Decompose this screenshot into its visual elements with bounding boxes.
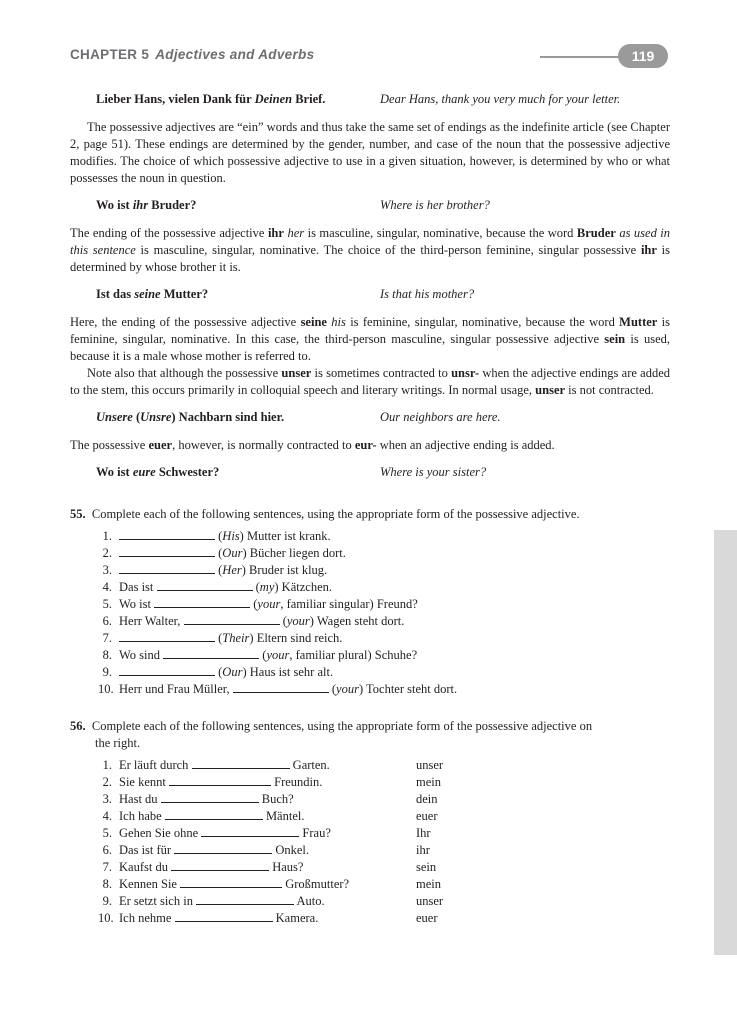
text: sein: [604, 332, 626, 346]
list-item: [98, 613, 670, 630]
item-text: Wo ist (your, familiar singular) Freund?: [119, 597, 418, 611]
paragraph-1: The possessive adjectives are “ein” words and thus take the same set of endings as the indefinite article (see Chapter 2, page 51). These endings are determined by the gender, number, and case of the noun that the possessive adjective modifies. The choice of which possessive adjective to use in a given situation, however, is determined by who or what possesses the noun in question.: [70, 120, 670, 185]
list-item: [98, 647, 670, 664]
item-option: sein: [416, 860, 437, 874]
text: ihr: [132, 198, 149, 212]
paragraph-2: [70, 225, 670, 276]
item-suffix: Buch?: [258, 792, 294, 806]
list-item: [98, 808, 670, 825]
item-text: [119, 859, 303, 876]
item-suffix: Schuhe?: [371, 648, 418, 662]
answer-blank[interactable]: [196, 894, 294, 905]
item-hint: Their: [222, 631, 250, 645]
item-number: 4.: [102, 809, 112, 823]
item-suffix: Tochter steht dort.: [363, 682, 458, 696]
text: Lieber Hans, vielen Dank für: [96, 92, 255, 106]
item-prefix: Herr und Frau Müller,: [119, 682, 233, 696]
header-rule: [540, 56, 630, 58]
example-german: [96, 92, 325, 107]
item-text: [119, 842, 309, 859]
item-prefix: Er setzt sich in: [119, 894, 197, 908]
text: ihr: [640, 243, 657, 257]
example-english: Is that his mother?: [380, 287, 475, 301]
item-hint: my: [259, 580, 275, 594]
item-option: unser: [416, 894, 444, 908]
item-hint-rest: , familiar singular: [280, 597, 370, 611]
example-german: [96, 198, 196, 213]
example-english: Our neighbors are here.: [380, 410, 501, 424]
item-hint: your: [266, 648, 290, 662]
item-prefix: Kaufst du: [119, 860, 172, 874]
item-text: [119, 825, 331, 842]
item-prefix: Herr Walter,: [119, 614, 184, 628]
item-suffix: Haus?: [269, 860, 304, 874]
answer-blank[interactable]: [180, 877, 282, 888]
list-item: [98, 596, 670, 613]
list-item: [98, 825, 670, 842]
answer-blank[interactable]: [163, 648, 259, 659]
text: Wo ist: [96, 465, 133, 479]
list-item: [98, 562, 670, 579]
text: Schwester?: [155, 465, 220, 479]
item-text: (Our) Haus ist sehr alt.: [119, 664, 333, 681]
item-number: 10.: [98, 682, 114, 696]
list-item: [98, 664, 670, 681]
exercise-instruction: Complete each of the following sentences, using the appropriate form of the possessive adjective on: [91, 719, 593, 733]
item-option: mein: [416, 775, 441, 789]
text: (: [132, 410, 141, 424]
item-text: [119, 808, 304, 825]
answer-blank[interactable]: [119, 631, 215, 642]
item-hint: your: [286, 614, 310, 628]
running-header: [70, 47, 314, 62]
answer-blank[interactable]: [119, 529, 215, 540]
answer-blank[interactable]: [119, 546, 215, 557]
paragraph-3: [70, 314, 670, 365]
list-item: [98, 757, 670, 774]
text: Brief.: [292, 92, 326, 106]
item-suffix: Mäntel.: [262, 809, 305, 823]
item-suffix: Eltern sind reich.: [253, 631, 343, 645]
item-number: 2.: [102, 775, 112, 789]
item-number: 4.: [102, 580, 112, 594]
item-hint: your: [336, 682, 359, 696]
item-number: 1.: [102, 529, 112, 543]
example-3: [96, 287, 670, 304]
text: his: [331, 315, 346, 329]
side-thumb-tab: [714, 530, 737, 955]
example-4: [96, 410, 670, 427]
example-1: [96, 92, 670, 109]
item-number: 7.: [102, 631, 112, 645]
example-english: Where is your sister?: [380, 465, 487, 479]
paragraph-5: [70, 437, 670, 454]
exercise-56-heading: [70, 718, 670, 752]
item-hint: Our: [222, 665, 243, 679]
exercise-55-heading: [70, 506, 670, 523]
item-suffix: Wagen steht dort.: [313, 614, 405, 628]
item-number: 5.: [102, 597, 112, 611]
answer-blank[interactable]: [174, 843, 272, 854]
item-number: 9.: [102, 665, 112, 679]
answer-blank[interactable]: [175, 911, 273, 922]
item-prefix: Das ist für: [119, 843, 175, 857]
list-item: [98, 681, 670, 698]
item-option: mein: [416, 877, 441, 891]
item-prefix: Er läuft durch: [119, 758, 192, 772]
example-german: [96, 287, 208, 302]
answer-blank[interactable]: [161, 792, 259, 803]
item-prefix: Ich nehme: [119, 911, 175, 925]
item-suffix: Garten.: [289, 758, 330, 772]
exercise-55-list: [98, 528, 670, 698]
item-text: [119, 910, 318, 927]
item-prefix: Kennen Sie: [119, 877, 181, 891]
item-suffix: Kamera.: [272, 911, 319, 925]
page-number: 119: [618, 44, 668, 68]
item-prefix: Wo ist: [119, 597, 155, 611]
paragraph-4: [70, 365, 670, 399]
item-suffix: Onkel.: [272, 843, 310, 857]
item-suffix: Mutter ist krank.: [243, 529, 331, 543]
text: eur-: [354, 438, 377, 452]
exercise-number: 55.: [70, 507, 86, 521]
text: euer: [148, 438, 173, 452]
item-prefix: Das ist: [119, 580, 157, 594]
example-5: [96, 465, 670, 482]
text: Wo ist: [96, 198, 133, 212]
item-hint: Our: [222, 546, 243, 560]
list-item: [98, 876, 670, 893]
list-item: [98, 791, 670, 808]
text: seine: [300, 315, 327, 329]
item-option: Ihr: [416, 826, 431, 840]
item-option: euer: [416, 911, 438, 925]
text: her: [287, 226, 305, 240]
text: unsr-: [451, 366, 480, 380]
text: Here, the ending of the possessive adjective: [70, 315, 301, 329]
item-prefix: Ich habe: [119, 809, 165, 823]
answer-blank[interactable]: [233, 682, 329, 693]
text: unser: [535, 383, 566, 397]
item-option: dein: [416, 792, 438, 806]
item-prefix: Sie kennt: [119, 775, 169, 789]
exercise-number: 56.: [70, 719, 86, 733]
list-item: [98, 859, 670, 876]
text: ) Nachbarn sind hier.: [171, 410, 285, 424]
text: Mutter?: [160, 287, 209, 301]
text: The possessive: [70, 438, 149, 452]
item-text: Herr Walter, (your) Wagen steht dort.: [119, 614, 405, 628]
answer-blank[interactable]: [119, 665, 215, 676]
item-text: Herr und Frau Müller, (your) Tochter steht dort.: [119, 682, 458, 696]
item-number: 10.: [98, 911, 114, 925]
text: The ending of the possessive adjective: [70, 226, 268, 240]
text: Ist das: [96, 287, 135, 301]
text: Note also that although the possessive: [87, 366, 282, 380]
list-item: [98, 842, 670, 859]
text: when an adjective ending is added.: [376, 438, 555, 452]
list-item: [98, 774, 670, 791]
list-item: [98, 893, 670, 910]
text: eure: [132, 465, 156, 479]
item-number: 2.: [102, 546, 112, 560]
list-item: [98, 545, 670, 562]
answer-blank[interactable]: [157, 580, 253, 591]
text: as used in this sentence: [70, 226, 671, 257]
answer-blank[interactable]: [192, 758, 290, 769]
item-text: Das ist (my) Kätzchen.: [119, 580, 332, 594]
chapter-label: CHAPTER 5: [70, 47, 150, 62]
item-text: (Their) Eltern sind reich.: [119, 630, 342, 647]
text: is used, because it is a male whose mother is referred to.: [70, 332, 671, 363]
item-text: [119, 876, 349, 893]
answer-blank[interactable]: [184, 614, 280, 625]
item-hint: your: [257, 597, 281, 611]
item-text: [119, 774, 322, 791]
example-2: [96, 198, 670, 215]
text: when the adjective endings are added to the stem, this occurs primarily in colloquial speech and literary writings. In normal usage,: [70, 366, 671, 397]
text: is sometimes contracted to: [311, 366, 452, 380]
text: is feminine, singular, nominative, because the word: [345, 315, 620, 329]
list-item: [98, 630, 670, 647]
text: Bruder?: [148, 198, 197, 212]
exercise-instruction-cont: the right.: [95, 736, 141, 750]
text: Bruder: [576, 226, 616, 240]
item-text: (His) Mutter ist krank.: [119, 528, 331, 545]
item-number: 5.: [102, 826, 112, 840]
item-option: euer: [416, 809, 438, 823]
item-suffix: Kätzchen.: [278, 580, 332, 594]
item-number: 1.: [102, 758, 112, 772]
list-item: [98, 910, 670, 927]
item-number: 6.: [102, 614, 112, 628]
text: , however, is normally contracted to: [172, 438, 355, 452]
example-german: [96, 410, 284, 425]
answer-blank[interactable]: [165, 809, 263, 820]
example-german: [96, 465, 219, 480]
text: is masculine, singular, nominative. The choice of the third-person feminine, singular possessive: [135, 243, 641, 257]
item-option: ihr: [416, 843, 430, 857]
item-number: 7.: [102, 860, 112, 874]
answer-blank[interactable]: [201, 826, 299, 837]
answer-blank[interactable]: [169, 775, 271, 786]
item-number: 6.: [102, 843, 112, 857]
item-text: (Our) Bücher liegen dort.: [119, 545, 346, 562]
page-body: [70, 92, 670, 927]
answer-blank[interactable]: [154, 597, 250, 608]
answer-blank[interactable]: [119, 563, 215, 574]
item-suffix: Großmutter?: [282, 877, 350, 891]
answer-blank[interactable]: [171, 860, 269, 871]
exercise-instruction: Complete each of the following sentences, using the appropriate form of the possessive adjective.: [91, 507, 580, 521]
text: Unsre: [140, 410, 172, 424]
chapter-title: Adjectives and Adverbs: [155, 47, 315, 62]
item-prefix: Wo sind: [119, 648, 164, 662]
item-text: [119, 893, 325, 910]
item-text: [119, 757, 330, 774]
text: Mutter: [619, 315, 658, 329]
item-suffix: Haus ist sehr alt.: [246, 665, 334, 679]
item-prefix: Gehen Sie ohne: [119, 826, 202, 840]
item-number: 8.: [102, 877, 112, 891]
item-suffix: Auto.: [294, 894, 325, 908]
item-number: 9.: [102, 894, 112, 908]
text: is masculine, singular, nominative, because the word: [304, 226, 577, 240]
item-number: 8.: [102, 648, 112, 662]
text: Unsere: [96, 410, 133, 424]
example-english: Where is her brother?: [380, 198, 490, 212]
item-text: Wo sind (your, familiar plural) Schuhe?: [119, 648, 418, 662]
exercise-56-list: [98, 757, 670, 927]
item-suffix: Freundin.: [271, 775, 323, 789]
item-suffix: Freund?: [373, 597, 418, 611]
text: is determined by whose brother it is.: [70, 243, 671, 274]
item-option: unser: [416, 758, 444, 772]
item-hint: His: [222, 529, 240, 543]
item-number: 3.: [102, 792, 112, 806]
item-suffix: Bruder ist klug.: [245, 563, 328, 577]
text: unser: [281, 366, 312, 380]
item-text: [119, 791, 294, 808]
item-prefix: Hast du: [119, 792, 161, 806]
item-hint-rest: , familiar plural: [289, 648, 368, 662]
text: is feminine, singular, nominative. In this case, the third-person masculine, singular possessive adjective: [70, 315, 670, 346]
text: Deinen: [254, 92, 293, 106]
item-suffix: Bücher liegen dort.: [246, 546, 346, 560]
item-hint: Her: [222, 563, 242, 577]
item-number: 3.: [102, 563, 112, 577]
text: ihr: [267, 226, 284, 240]
text: seine: [134, 287, 161, 301]
item-suffix: Frau?: [299, 826, 331, 840]
item-text: (Her) Bruder ist klug.: [119, 562, 327, 579]
example-english: Dear Hans, thank you very much for your letter.: [380, 92, 621, 106]
list-item: [98, 579, 670, 596]
list-item: [98, 528, 670, 545]
text: is not contracted.: [565, 383, 654, 397]
